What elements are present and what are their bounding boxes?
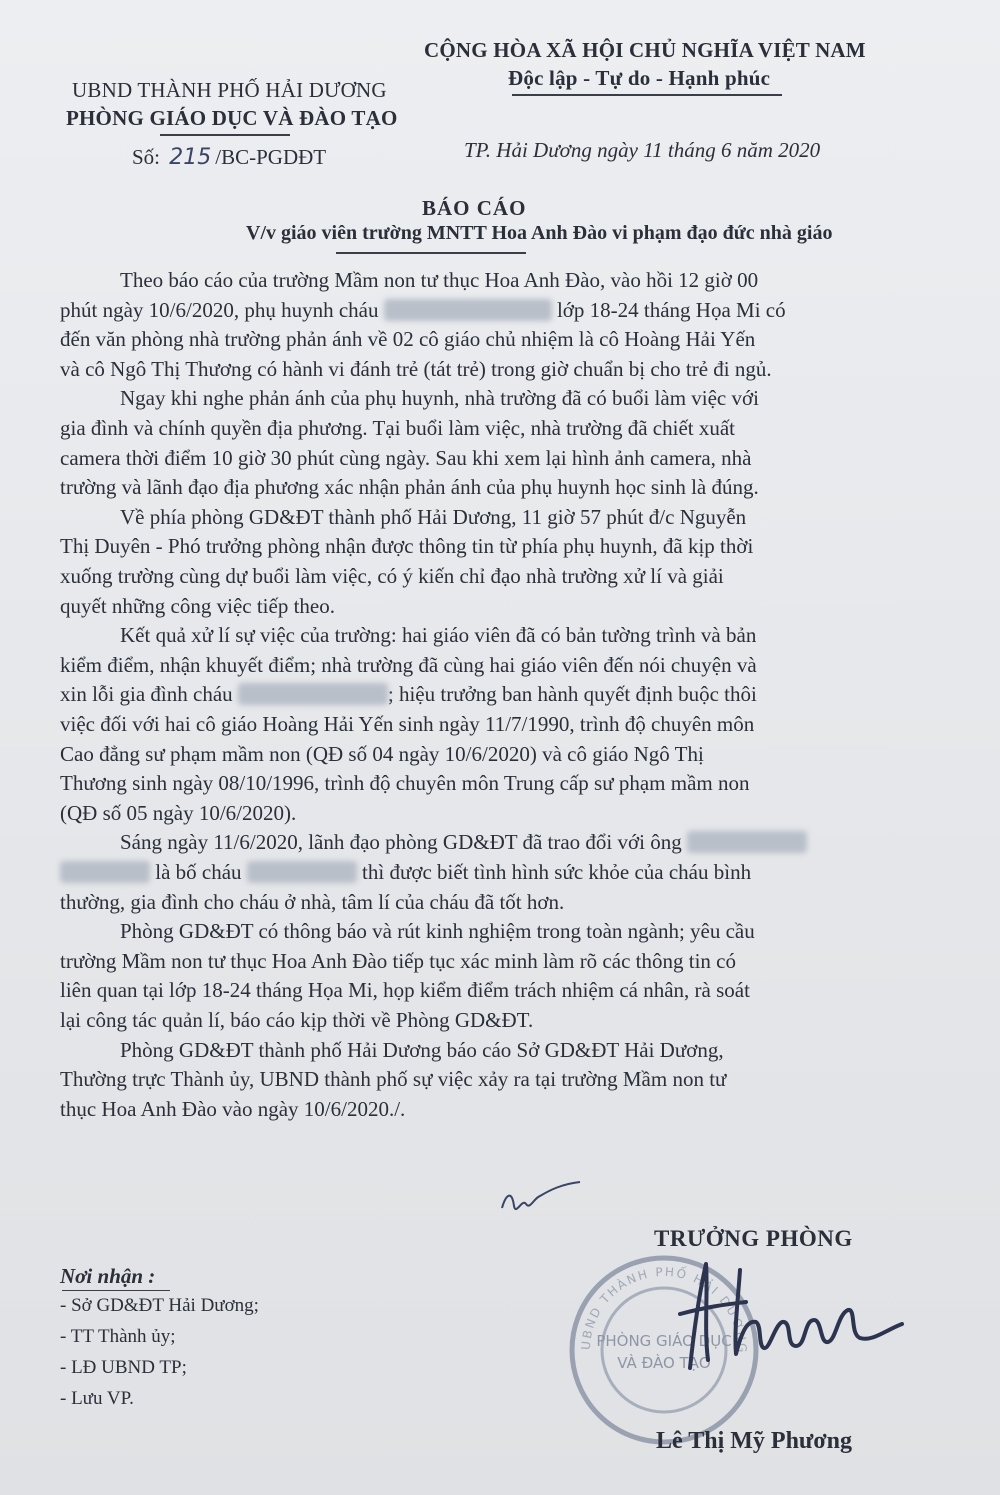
body-line xyxy=(120,830,807,855)
recipients-heading: Nơi nhận : xyxy=(60,1264,156,1288)
recipient-item: - LĐ UBND TP; xyxy=(60,1357,187,1378)
body-line-text: Thị Duyên - Phó trưởng phòng nhận được thông tin từ phía phụ huynh, đã kịp thời xyxy=(60,534,754,559)
body-line xyxy=(60,446,752,471)
body-line-text: là bố cháu xyxy=(150,860,247,884)
body-line xyxy=(60,978,750,1003)
report-title: BÁO CÁO xyxy=(422,196,527,220)
body-line xyxy=(60,298,786,323)
body-line-text: Phòng GD&ĐT thành phố Hải Dương báo cáo Sở GD&ĐT Hải Dương, xyxy=(120,1037,724,1062)
body-line-text: Về phía phòng GD&ĐT thành phố Hải Dương, 11 giờ 57 phút đ/c Nguyễn xyxy=(120,504,747,529)
agency-line-1: UBND THÀNH PHỐ HẢI DƯƠNG xyxy=(72,78,387,102)
redacted-name xyxy=(238,683,388,705)
body-line-text: Thường trực Thành ủy, UBND thành phố sự việc xảy ra tại trường Mầm non tư xyxy=(60,1067,727,1092)
body-line xyxy=(60,860,751,885)
body-line-text: quyết những công việc tiếp theo. xyxy=(60,593,335,618)
body-line xyxy=(120,623,756,648)
body-line xyxy=(60,890,564,915)
recipient-item: - Lưu VP. xyxy=(60,1388,134,1409)
body-line-text: xuống trường cùng dự buổi làm việc, có ý kiến chỉ đạo nhà trường xử lí và giải xyxy=(60,564,724,588)
body-line xyxy=(120,505,746,530)
body-line xyxy=(60,594,335,619)
recipients-underline xyxy=(62,1290,170,1291)
body-line-text: Ngay khi nghe phản ánh của phụ huynh, nhà trường đã có buổi làm việc với xyxy=(120,386,759,411)
date-line: TP. Hải Dương ngày 11 tháng 6 năm 2020 xyxy=(464,138,821,162)
motto-underline xyxy=(512,94,782,96)
body-line xyxy=(120,386,759,411)
body-line-text: Thương sinh ngày 08/10/1996, trình độ chuyên môn Trung cấp sư phạm mầm non xyxy=(60,771,750,796)
report-subject: V/v giáo viên trường MNTT Hoa Anh Đào vi phạm đạo đức nhà giáo xyxy=(246,222,833,244)
initial-mark xyxy=(496,1176,586,1224)
signer-name: Lê Thị Mỹ Phương xyxy=(656,1428,852,1454)
body-line xyxy=(60,712,754,737)
body-line-text: xin lỗi gia đình cháu xyxy=(60,682,238,707)
nation-line-1: CỘNG HÒA XÃ HỘI CHỦ NGHĨA VIỆT NAM xyxy=(424,38,866,62)
nation-line-2: Độc lập - Tự do - Hạnh phúc xyxy=(508,66,771,90)
handwritten-signature-icon xyxy=(650,1250,920,1380)
redacted-name xyxy=(247,861,357,883)
body-line-text: (QĐ số 05 ngày 10/6/2020). xyxy=(60,800,297,825)
seal-text-top: PHÒNG GIÁO DỤC xyxy=(596,1332,732,1350)
body-line xyxy=(60,564,724,589)
body-line-text: thì được biết tình hình sức khỏe của cháu bình xyxy=(356,860,752,884)
body-line-text: việc đối với hai cô giáo Hoàng Hải Yến sinh ngày 11/7/1990, trình độ chuyên môn xyxy=(60,712,755,736)
body-line xyxy=(120,268,758,293)
body-line xyxy=(60,801,296,826)
body-line xyxy=(60,327,755,352)
body-line xyxy=(60,1067,726,1092)
body-line-text: lớp 18-24 tháng Họa Mi có xyxy=(551,297,786,322)
agency-line-2: PHÒNG GIÁO DỤC VÀ ĐÀO TẠO xyxy=(66,106,398,130)
body-line-text: gia đình và chính quyền địa phương. Tại buổi làm việc, nhà trường đã chiết xuất xyxy=(60,416,736,440)
subject-underline xyxy=(336,252,526,254)
body-line-text: Phòng GD&ĐT có thông báo và rút kinh nghiệm trong toàn ngành; yêu cầu xyxy=(120,919,755,944)
seal-ring-text: UBND THÀNH PHỐ HẢI DƯƠNG xyxy=(578,1264,750,1355)
body-line-text: lại công tác quản lí, báo cáo kịp thời về Phòng GD&ĐT. xyxy=(60,1008,534,1032)
body-line xyxy=(60,682,757,707)
recipient-item: - Sở GD&ĐT Hải Dương; xyxy=(60,1295,259,1316)
body-line xyxy=(60,771,750,796)
body-line-text: Cao đẳng sư phạm mầm non (QĐ số 04 ngày 10/6/2020) và cô giáo Ngô Thị xyxy=(60,741,704,766)
doc-number xyxy=(132,145,326,170)
body-line-text: phút ngày 10/6/2020, phụ huynh cháu xyxy=(60,297,384,322)
doc-number-handwritten: 215 xyxy=(169,145,212,170)
body-line-text: liên quan tại lớp 18-24 tháng Họa Mi, họp kiểm điểm trách nhiệm cá nhân, rà soát xyxy=(60,978,750,1003)
body-line-text: thục Hoa Anh Đào vào ngày 10/6/2020./. xyxy=(60,1096,406,1121)
body-line xyxy=(60,1097,405,1122)
body-line xyxy=(120,919,755,944)
body-line-text: và cô Ngô Thị Thương có hành vi đánh trẻ (tát trẻ) trong giờ chuẩn bị cho trẻ đi ngủ. xyxy=(60,356,772,381)
body-line xyxy=(60,949,736,974)
body-line-text: Kết quả xử lí sự việc của trường: hai giáo viên đã có bản tường trình và bản xyxy=(120,623,757,648)
body-line-text: kiểm điểm, nhận khuyết điểm; nhà trường đã cùng hai giáo viên đến nói chuyện và xyxy=(60,652,757,677)
doc-number-prefix: Số: xyxy=(132,145,161,169)
recipient-item: - TT Thành ủy; xyxy=(60,1326,176,1347)
body-line xyxy=(60,653,757,678)
doc-number-suffix: /BC-PGDĐT xyxy=(215,145,327,169)
body-line xyxy=(60,534,753,559)
body-line xyxy=(120,1038,724,1063)
body-line-text: camera thời điểm 10 giờ 30 phút cùng ngày. Sau khi xem lại hình ảnh camera, nhà xyxy=(60,445,752,470)
body-line-text: trường Mầm non tư thục Hoa Anh Đào tiếp tục xác minh làm rõ các thông tin có xyxy=(60,948,736,973)
body-line xyxy=(60,357,772,382)
body-line xyxy=(60,742,704,767)
redacted-name xyxy=(60,861,150,883)
redacted-name xyxy=(384,299,552,321)
body-line-text: Sáng ngày 11/6/2020, lãnh đạo phòng GD&ĐT đã trao đổi với ông xyxy=(120,830,687,855)
body-line-text: thường, gia đình cho cháu ở nhà, tâm lí của cháu đã tốt hơn. xyxy=(60,889,565,914)
redacted-name xyxy=(687,831,807,853)
seal-text-bottom: VÀ ĐÀO TẠO xyxy=(617,1354,711,1372)
agency-underline xyxy=(160,134,290,136)
body-line-text: đến văn phòng nhà trường phản ánh về 02 cô giáo chủ nhiệm là cô Hoàng Hải Yến xyxy=(60,327,756,352)
body-line-text: Theo báo cáo của trường Mầm non tư thục Hoa Anh Đào, vào hồi 12 giờ 00 xyxy=(120,268,759,292)
body-line-text: ; hiệu trưởng ban hành quyết định buộc thôi xyxy=(387,682,757,707)
body-line xyxy=(60,475,759,500)
body-line xyxy=(60,416,735,441)
body-line xyxy=(60,1008,533,1033)
body-line-text: trường và lãnh đạo địa phương xác nhận phản ánh của phụ huynh học sinh là đúng. xyxy=(60,475,759,500)
signature-title: TRƯỞNG PHÒNG xyxy=(654,1226,853,1251)
